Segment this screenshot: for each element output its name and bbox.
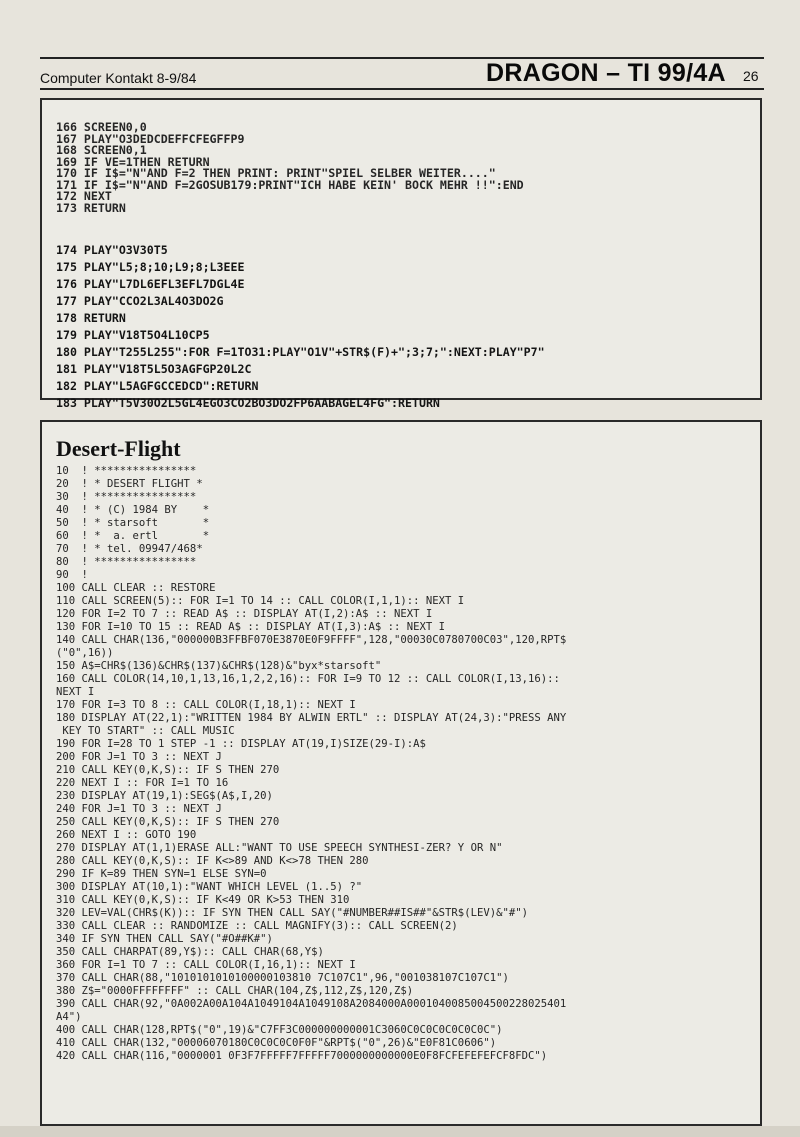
code-line: 270 DISPLAY AT(1,1)ERASE ALL:"WANT TO USE SPEECH SYNTHESI-ZER? Y OR N" [56,842,503,854]
code-line: 80 ! **************** [56,556,197,568]
code-line: 250 CALL KEY(0,K,S):: IF S THEN 270 [56,816,280,828]
code-line: 175 PLAY"L5;8;10;L9;8;L3EEE [56,260,245,274]
code-line: 330 CALL CLEAR :: RANDOMIZE :: CALL MAGNIFY(3):: CALL SCREEN(2) [56,920,458,932]
code-line: 400 CALL CHAR(128,RPT$("0",19)&"C7FF3C000000000001C3060C0C0C0C0C0C0C") [56,1024,503,1036]
program-listing [56,465,566,1063]
code-line: 150 A$=CHR$(136)&CHR$(137)&CHR$(128)&"byx*starsoft" [56,660,382,672]
code-line: ("0",16)) [56,647,114,659]
code-line: 169 IF VE=1THEN RETURN [56,154,210,169]
code-line: 110 CALL SCREEN(5):: FOR I=1 TO 14 :: CALL COLOR(I,1,1):: NEXT I [56,595,465,607]
code-line: 350 CALL CHARPAT(89,Y$):: CALL CHAR(68,Y$) [56,946,324,958]
code-line: 10 ! **************** [56,465,197,477]
code-line: 90 ! [56,569,88,581]
code-line: 173 RETURN [56,200,126,215]
code-line: 176 PLAY"L7DL6EFL3EFL7DGL4E [56,277,245,291]
code-line: 177 PLAY"CCO2L3AL4O3DO2G [56,294,224,308]
code-line: 30 ! **************** [56,491,197,503]
code-line: 140 CALL CHAR(136,"000000B3FFBF070E3870E0F9FFFF",128,"00030C0780700C03",120,RPT$ [56,634,567,646]
code-line: 340 IF SYN THEN CALL SAY("#O##K#") [56,933,273,945]
listing-small-lines [56,122,524,214]
code-line: 290 IF K=89 THEN SYN=1 ELSE SYN=0 [56,868,267,880]
code-line: 210 CALL KEY(0,K,S):: IF S THEN 270 [56,764,280,776]
code-line: 390 CALL CHAR(92,"0A002A00A104A1049104A1049108A2084000A0001040085004500228025401 [56,998,567,1010]
code-line: 230 DISPLAY AT(19,1):SEG$(A$,I,20) [56,790,273,802]
code-line: 100 CALL CLEAR :: RESTORE [56,582,216,594]
code-line: 179 PLAY"V18T5O4L10CP5 [56,328,210,342]
code-line: NEXT I [56,686,95,698]
code-line: 170 FOR I=3 TO 8 :: CALL COLOR(I,18,1):: NEXT I [56,699,356,711]
code-line: 420 CALL CHAR(116,"0000001 0F3F7FFFFF7FFFFF7000000000000E0F8FCFEFEFEFCF8FDC") [56,1050,548,1062]
code-line: 220 NEXT I :: FOR I=1 TO 16 [56,777,229,789]
code-line: 260 NEXT I :: GOTO 190 [56,829,197,841]
header-rule [40,88,764,90]
code-line: 167 PLAY"O3DEDCDEFFCFEGFFP9 [56,131,245,146]
code-line: 182 PLAY"L5AGFGCCEDCD":RETURN [56,379,259,393]
code-line: 171 IF I$="N"AND F=2GOSUB179:PRINT"ICH HABE KEIN' BOCK MEHR !!":END [56,177,524,192]
code-line: 120 FOR I=2 TO 7 :: READ A$ :: DISPLAY AT(I,2):A$ :: NEXT I [56,608,433,620]
listing-box-continued [40,98,762,410]
code-line: 160 CALL COLOR(14,10,1,13,16,1,2,2,16):: FOR I=9 TO 12 :: CALL COLOR(I,13,16):: [56,673,560,685]
code-line: 200 FOR J=1 TO 3 :: NEXT J [56,751,222,763]
code-line: 40 ! * (C) 1984 BY * [56,504,210,516]
code-line: 360 FOR I=1 TO 7 :: CALL COLOR(I,16,1):: NEXT I [56,959,356,971]
publication-label: Computer Kontakt 8-9/84 [40,70,197,86]
code-line: 130 FOR I=10 TO 15 :: READ A$ :: DISPLAY AT(I,3):A$ :: NEXT I [56,621,446,633]
code-line: 180 DISPLAY AT(22,1):"WRITTEN 1984 BY ALWIN ERTL" :: DISPLAY AT(24,3):"PRESS ANY [56,712,567,724]
code-line: 60 ! * a. ertl * [56,530,210,542]
code-line: 370 CALL CHAR(88,"1010101010100000103810 7C107C1",96,"001038107C107C1") [56,972,509,984]
code-line: KEY TO START" :: CALL MUSIC [56,725,235,737]
code-line: 310 CALL KEY(0,K,S):: IF K<49 OR K>53 THEN 310 [56,894,350,906]
code-line: 70 ! * tel. 09947/468* [56,543,203,555]
code-line: 178 RETURN [56,311,126,325]
code-line: 240 FOR J=1 TO 3 :: NEXT J [56,803,222,815]
code-line: A4") [56,1011,82,1023]
code-line: 183 PLAY"T5V30O2L5GL4EGO3CO2BO3DO2FP6AABAGEL4FG":RETURN [56,396,440,410]
page-title: DRAGON – TI 99/4A [486,59,726,87]
code-line: 20 ! * DESERT FLIGHT * [56,478,203,490]
code-line: 166 SCREEN0,0 [56,120,147,134]
listing-large-lines [56,242,545,412]
code-line: 320 LEV=VAL(CHR$(K)):: IF SYN THEN CALL SAY("#NUMBER##IS##"&STR$(LEV)&"#") [56,907,528,919]
code-line: 300 DISPLAY AT(10,1):"WANT WHICH LEVEL (1..5) ?" [56,881,363,893]
code-line: 168 SCREEN0,1 [56,143,147,157]
code-line: 180 PLAY"T255L255":FOR F=1TO31:PLAY"O1V"+STR$(F)+";3;7;":NEXT:PLAY"P7" [56,345,545,359]
page-bottom-edge [0,1126,800,1137]
program-title: Desert-Flight [56,436,181,461]
code-line: 190 FOR I=28 TO 1 STEP -1 :: DISPLAY AT(19,I)SIZE(29-I):A$ [56,738,426,750]
code-line: 181 PLAY"V18T5L5O3AGFGP20L2C [56,362,252,376]
listing-box-desert-flight [40,420,762,1126]
code-line: 172 NEXT [56,189,112,203]
code-line: 170 IF I$="N"AND F=2 THEN PRINT: PRINT"SPIEL SELBER WEITER...." [56,166,496,180]
code-line: 410 CALL CHAR(132,"00006070180C0C0C0C0F0F"&RPT$("0",26)&"E0F81C0606") [56,1037,497,1049]
code-line: 280 CALL KEY(0,K,S):: IF K<>89 AND K<>78 THEN 280 [56,855,369,867]
code-line: 174 PLAY"O3V30T5 [56,243,168,257]
code-line: 380 Z$="0000FFFFFFFF" :: CALL CHAR(104,Z$,112,Z$,120,Z$) [56,985,414,997]
code-line: 50 ! * starsoft * [56,517,210,529]
page-number: 26 [743,68,759,84]
